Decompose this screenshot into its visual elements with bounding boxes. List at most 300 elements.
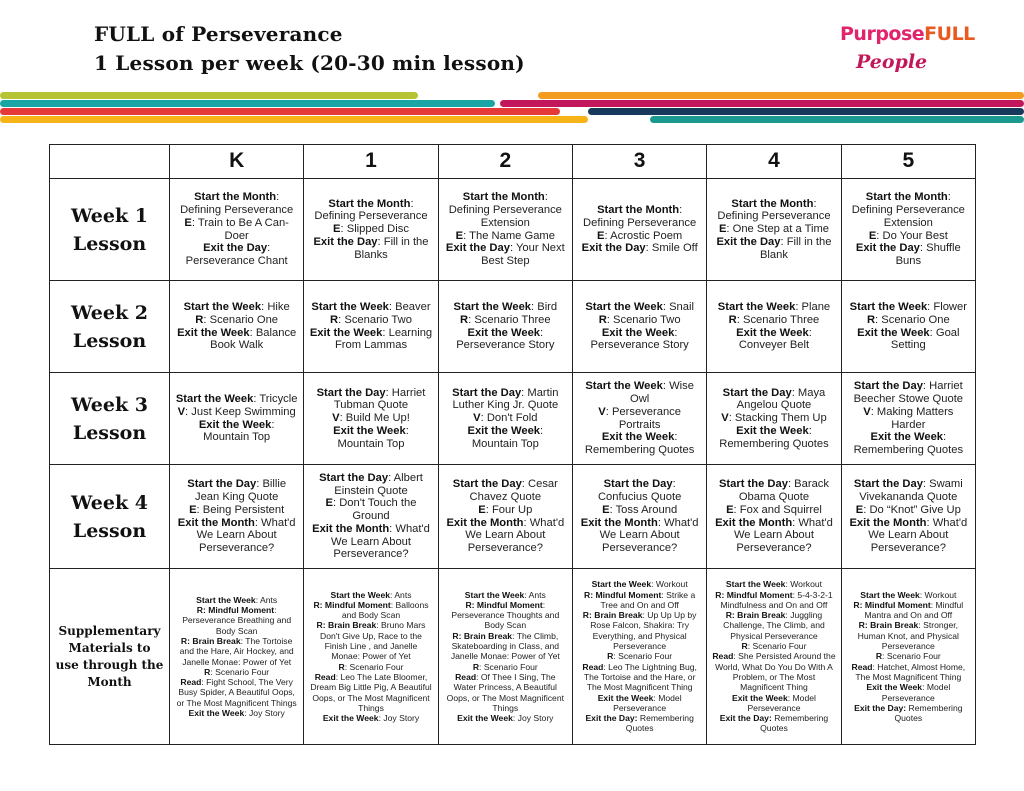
lesson-cell — [841, 465, 975, 569]
cell-line-text: Perseverance Chant — [185, 255, 288, 268]
cell-line-text: Remembering Quotes — [719, 437, 829, 450]
cell-line-text: : — [540, 326, 544, 339]
cell-line — [712, 590, 835, 611]
cell-line-label: Exit the Week — [866, 682, 923, 693]
cell-line-label: Read — [314, 671, 336, 682]
svg-text:People: People — [856, 51, 928, 73]
cell-line-text: : Barack Obama Quote — [738, 478, 829, 503]
lesson-cell — [707, 373, 841, 465]
cell-line-label: Start the Week — [849, 300, 928, 313]
cell-line-text: : Harriet Tubman Quote — [333, 386, 426, 412]
cell-line-label: R: Brain Break — [316, 620, 377, 631]
cell-line-text: : — [679, 203, 683, 216]
grade-header-2: 2 — [438, 145, 572, 179]
cell-line-text: : Mindful Mantra and On and Off — [864, 599, 964, 621]
cell-line-text: : Smile Off — [645, 242, 698, 255]
cell-line-text: Remembering Quotes — [853, 444, 964, 457]
cell-line-label: R: Mindful Moment — [196, 605, 275, 616]
cell-line — [847, 703, 970, 724]
cell-line-text: : — [943, 431, 947, 444]
cell-line-text: : Making Matters Harder — [870, 405, 954, 431]
cell-line — [444, 387, 567, 413]
cell-line-text: : Maya Angelou Quote — [736, 386, 826, 412]
lesson-cell — [707, 281, 841, 373]
cell-line-label: Read — [712, 651, 734, 662]
cell-line-text: : Fox and Squirrel — [733, 503, 822, 516]
cell-line-label: V — [332, 412, 340, 425]
cell-line — [712, 693, 835, 714]
cell-line — [847, 301, 970, 314]
lesson-cell — [438, 281, 572, 373]
cell-line — [847, 242, 970, 268]
cell-line-label: Start the Week — [311, 300, 389, 313]
cell-line-text: Perseverance Story — [456, 339, 555, 352]
lesson-cell — [170, 281, 304, 373]
cell-line — [309, 713, 432, 723]
cell-line-label: Exit the Week — [736, 326, 809, 339]
cell-line-label: Read — [180, 677, 202, 688]
cell-line-text: : The Tortoise and the Hare, Air Hockey, and Janelle Monae: Power of Yet — [179, 635, 294, 667]
cell-line-label: Start the Week — [453, 300, 532, 313]
lesson-cell — [707, 465, 841, 569]
week-label — [50, 179, 170, 281]
cell-line — [444, 517, 567, 555]
lesson-cell — [841, 281, 975, 373]
cell-line-text: : Scenario Four — [882, 651, 941, 662]
cell-line-label: Exit the Day — [581, 242, 646, 255]
decorative-stripes — [0, 88, 1024, 130]
cell-line-text: : — [276, 191, 280, 204]
cell-line-label: Start the Day — [718, 478, 788, 491]
cell-line-label: E — [325, 497, 334, 510]
cell-line — [175, 595, 298, 605]
cell-line-label: Exit the Week — [457, 713, 513, 724]
cell-line — [444, 478, 567, 504]
cell-line — [712, 198, 835, 211]
cell-line-text: Perseverance Breathing and Body Scan — [182, 615, 292, 636]
supplementary-cell — [707, 569, 841, 745]
cell-line — [847, 478, 970, 504]
cell-line — [175, 615, 298, 636]
cell-line-text: : Fight School, The Very Busy Spider, A Beautiful Oops, or The Most Magnificent Things — [176, 677, 297, 708]
cell-line-label: R: Brain Break — [180, 635, 241, 646]
grade-header-1: 1 — [304, 145, 438, 179]
cell-line-label: R: Mindful Moment — [853, 599, 931, 610]
cell-line — [847, 406, 970, 432]
cell-line-label: Exit the Week — [322, 713, 379, 724]
cell-line — [712, 314, 835, 327]
cell-line — [309, 198, 432, 211]
cell-line-label: R: Mindful Moment — [715, 589, 793, 600]
cell-line — [444, 230, 567, 243]
cell-line — [712, 517, 835, 555]
cell-line-text: Remembering Quotes — [894, 702, 963, 724]
cell-line-text: : Swami Vivekananda Quote — [859, 478, 963, 503]
cell-line — [309, 620, 432, 661]
cell-line — [175, 504, 298, 517]
cell-line-label: E — [726, 503, 734, 516]
cell-line-text: : Perseverance Portraits — [605, 405, 681, 431]
cell-line — [444, 191, 567, 204]
lesson-cell — [438, 373, 572, 465]
lesson-cell — [170, 179, 304, 281]
cell-line-label: Exit the Week — [732, 692, 788, 703]
cell-line — [578, 301, 701, 314]
cell-line-label: R: Mindful Moment — [465, 599, 543, 610]
cell-line-text: : Learning From Lammas — [334, 326, 433, 352]
week-row — [50, 179, 976, 281]
cell-line-text: : Balloons and Body Scan — [341, 599, 429, 621]
cell-line-label: Start the Week — [585, 300, 663, 313]
cell-line-text: : Flower — [927, 300, 967, 313]
cell-line-text: : Joy Story — [244, 707, 285, 718]
cell-line-text: : Toss Around — [609, 503, 678, 516]
cell-line-text: : Scenario Four — [613, 651, 673, 662]
cell-line-text: Remembering Quotes — [760, 713, 829, 734]
cell-line-text: : Wise Owl — [630, 380, 694, 405]
grade-header-5: 5 — [841, 145, 975, 179]
cell-line-text: : — [674, 326, 678, 339]
cell-line-label: Start the Day — [316, 386, 386, 399]
cell-line-text: : Model Perseverance — [747, 692, 816, 713]
cell-line-text: : Plane — [795, 300, 831, 313]
cell-line-text: : Scenario Four — [344, 661, 404, 672]
grade-header-k: K — [170, 145, 304, 179]
cell-line-text: : Joy Story — [512, 713, 554, 724]
cell-line-label: R: Brain Break — [452, 630, 513, 641]
cell-line-text: : Mountain Top — [203, 418, 275, 444]
cell-line-label: R: Brain Break — [582, 610, 643, 621]
cell-line-label: Start the Month — [731, 197, 814, 210]
cell-line-text: : Shuffle Buns — [895, 242, 961, 268]
cell-line-text: : Leo The Late Bloomer, Dream Big Little Pig, A Beautiful Oops, or The Most Magnificent Things — [310, 671, 432, 713]
cell-line — [712, 425, 835, 438]
cell-line-text: : Scenario Two — [606, 313, 681, 326]
cell-line — [578, 406, 701, 432]
cell-line — [712, 651, 835, 692]
cell-line-label: Start the Day — [452, 478, 522, 491]
cell-line-text: : What'd We Learn About Perseverance? — [196, 516, 296, 555]
cell-line — [175, 327, 298, 353]
cell-line — [578, 314, 701, 327]
cell-line — [578, 590, 701, 611]
cell-line-label: Exit the Day: — [585, 713, 638, 724]
cell-line-text: : What'd We Learn About Perseverance? — [599, 516, 699, 555]
cell-line — [175, 478, 298, 504]
cell-line — [444, 242, 567, 268]
cell-line-label: Start the Week — [330, 589, 391, 600]
cell-line — [578, 444, 701, 457]
cell-line — [309, 223, 432, 236]
cell-line — [444, 301, 567, 314]
lesson-cell — [438, 465, 572, 569]
cell-line-label: R — [875, 651, 883, 662]
cell-line — [847, 600, 970, 621]
cell-line-text: : Being Persistent — [196, 503, 285, 516]
lesson-cell — [304, 465, 438, 569]
cell-line-text: : Mountain Top — [337, 424, 409, 450]
cell-line — [444, 314, 567, 327]
cell-line — [712, 387, 835, 413]
cell-line-text: : Do “Knot” Give Up — [863, 503, 961, 516]
cell-line-text: : Goal Setting — [890, 326, 960, 352]
cell-line-text: : Your Next Best Step — [481, 242, 565, 268]
cell-line-text: : — [542, 599, 546, 610]
cell-line-label: Start the Week — [585, 380, 663, 393]
cell-line-label: Start the Week — [196, 594, 256, 605]
cell-line — [578, 230, 701, 243]
cell-line-label: R — [607, 651, 614, 662]
cell-line-text: : Fill in the Blanks — [354, 235, 429, 261]
cell-line-text: : Don't Touch the Ground — [333, 497, 417, 523]
cell-line-text: Perseverance Story — [590, 339, 689, 352]
cell-line-label: Exit the Week — [736, 424, 809, 437]
cell-line-label: Start the Day — [319, 471, 389, 484]
cell-line — [309, 236, 432, 262]
week-label — [50, 373, 170, 465]
corner-cell — [50, 145, 170, 179]
week-label-line: Week 2 — [71, 301, 148, 324]
cell-line-text: : Juggling Challenge, The Climb, and Physical Perseverance — [723, 610, 825, 641]
cell-line-text: Defining Perseverance — [583, 216, 697, 229]
cell-line-text: : Just Keep Swimming — [185, 405, 296, 418]
cell-line — [444, 590, 567, 600]
cell-line-label: Start the Month — [597, 203, 680, 216]
cell-line — [578, 478, 701, 491]
cell-line-text: : — [267, 242, 271, 255]
cell-line-text: : Model Perseverance — [881, 682, 951, 703]
cell-line-label: Exit the Month — [446, 516, 524, 529]
cell-line-label: Exit the Week — [870, 431, 944, 444]
grade-header-row — [50, 145, 976, 179]
cell-line-text: Defining Perseverance — [314, 210, 428, 223]
cell-line-text: : Up Up Up by Rose Falcon, Shakira: Try Everything, and Physical Perseverance — [590, 610, 697, 652]
week-label-line: Week 4 — [71, 491, 148, 514]
cell-line-label: Exit the Day — [313, 235, 378, 248]
week-label-line: Lesson — [72, 232, 147, 255]
cell-line-text: Confucius Quote — [597, 490, 682, 503]
cell-line-text: : What'd We Learn About Perseverance? — [330, 522, 430, 561]
cell-line — [578, 204, 701, 217]
cell-line-label: R — [598, 313, 607, 326]
cell-line-text: : Workout — [651, 579, 688, 590]
cell-line-label: Start the Month — [865, 191, 948, 204]
cell-line-label: Exit the Week — [857, 326, 930, 339]
grade-header-4: 4 — [707, 145, 841, 179]
cell-line-label: R — [741, 641, 748, 652]
cell-line — [175, 517, 298, 555]
lesson-cell — [572, 373, 706, 465]
cell-line-label: R — [338, 661, 345, 672]
lesson-cell — [841, 373, 975, 465]
cell-line-text: : Build Me Up! — [339, 412, 410, 425]
cell-line-label: Start the Week — [860, 589, 920, 600]
cell-line-text: Defining Perseverance — [180, 203, 294, 216]
cell-line-text: : Balance Book Walk — [210, 326, 297, 352]
cell-line-text: : The Climb, Skateboarding in Class, and Janelle Monae: Power of Yet — [450, 630, 560, 662]
lesson-cell — [572, 179, 706, 281]
week-label-line: Lesson — [72, 421, 147, 444]
cell-line-text: : — [813, 197, 817, 210]
cell-line-text: : Scenario Four — [210, 666, 270, 677]
cell-line-label: Read — [455, 671, 477, 682]
cell-line-label: E — [718, 223, 727, 236]
cell-line — [175, 419, 298, 445]
cell-line-text: : — [672, 478, 676, 491]
cell-line-text: : Scenario One — [875, 313, 950, 326]
cell-line-text: : Bruno Mars Don't Give Up, Race to the Finish Line , and Janelle Monae: Power of Yet — [320, 620, 426, 662]
cell-line-text: : What'd We Learn About Perseverance? — [733, 516, 833, 555]
cell-line-label: Exit the Month — [580, 516, 658, 529]
cell-line-text: : Cesar Chavez Quote — [469, 478, 558, 503]
cell-line-text: : Scenario Three — [736, 313, 820, 326]
supplementary-row — [50, 569, 976, 745]
cell-line-text: : Hike — [261, 300, 290, 313]
title-line-1: FULL of Perseverance — [94, 22, 343, 46]
supplementary-cell — [170, 569, 304, 745]
lesson-cell — [572, 465, 706, 569]
cell-line-label: E — [455, 229, 464, 242]
cell-line-label: Exit the Week — [467, 326, 541, 339]
cell-line-text: Defining Perseverance — [717, 210, 831, 223]
cell-line — [578, 217, 701, 230]
cell-line-label: V — [721, 412, 729, 425]
cell-line-label: Start the Week — [464, 589, 525, 600]
lesson-cell — [304, 281, 438, 373]
cell-line — [578, 431, 701, 444]
cell-line-text: : Ants — [255, 594, 278, 605]
cell-line-text: : Bird — [531, 300, 558, 313]
cell-line-text: : — [947, 191, 951, 204]
cell-line — [309, 600, 432, 621]
cell-line — [578, 610, 701, 651]
cell-line-label: Read — [582, 661, 604, 672]
cell-line — [175, 204, 298, 217]
cell-line-label: Exit the Week — [601, 431, 675, 444]
cell-line-text: : Fill in the Blank — [759, 235, 832, 261]
cell-line-text: : Scenario Two — [338, 313, 412, 326]
cell-line — [578, 693, 701, 714]
cell-line-label: Start the Day — [722, 386, 792, 399]
cell-line-text: : — [544, 191, 548, 204]
cell-line-text: : Ants — [390, 589, 412, 600]
cell-line — [309, 301, 432, 314]
cell-line — [712, 478, 835, 504]
week-label — [50, 281, 170, 373]
title-line-2: 1 Lesson per week (20-30 min lesson) — [94, 51, 525, 75]
grade-header-3: 3 — [572, 145, 706, 179]
cell-line-label: Exit the Month — [849, 516, 927, 529]
cell-line — [712, 641, 835, 651]
cell-line — [444, 713, 567, 723]
cell-line — [175, 636, 298, 667]
lesson-schedule-table — [49, 144, 976, 745]
week-label-line: Lesson — [72, 329, 147, 352]
cell-line-text: Remembering Quotes — [584, 444, 695, 457]
lesson-cell — [304, 373, 438, 465]
cell-line-text: : Workout — [785, 579, 823, 590]
lesson-cell — [170, 465, 304, 569]
svg-text:PurposeFULL: PurposeFULL — [840, 23, 975, 45]
cell-line — [175, 217, 298, 243]
cell-line-text: : Harriet Beecher Stowe Quote — [853, 380, 964, 405]
cell-line-label: Exit the Week — [188, 707, 245, 718]
cell-line — [847, 682, 970, 703]
cell-line-label: Exit the Day — [716, 235, 781, 248]
cell-line-label: Exit the Month — [715, 516, 793, 529]
cell-line-label: V — [863, 405, 871, 418]
cell-line — [444, 662, 567, 672]
cell-line — [309, 523, 432, 561]
cell-line — [309, 327, 432, 353]
week-label-line: Week 1 — [71, 204, 148, 227]
cell-line — [847, 204, 970, 230]
week-label-line: Week 3 — [71, 393, 148, 416]
cell-line — [847, 590, 970, 600]
cell-line — [712, 327, 835, 353]
cell-line-text: : She Persisted Around the World, What Do You Do With A Problem, or The Most Magnificent Thing — [715, 651, 836, 693]
cell-line — [444, 672, 567, 713]
lesson-cell — [707, 179, 841, 281]
cell-line-label: R — [728, 313, 737, 326]
supplementary-cell — [572, 569, 706, 745]
cell-line-text: : Beaver — [388, 300, 431, 313]
cell-line-label: Start the Day — [452, 386, 522, 399]
cell-line-label: Exit the Week — [198, 418, 272, 431]
cell-line — [847, 191, 970, 204]
cell-line-text: : Slipped Disc — [340, 223, 409, 236]
cell-line-text: : Of Thee I Sing, The Water Princess, A Beautiful Oops, or The Most Magnificent Things — [446, 671, 564, 713]
lesson-cell — [438, 179, 572, 281]
cell-line — [578, 491, 701, 504]
cell-line-text: : Martin Luther King Jr. Quote — [452, 386, 559, 412]
cell-line — [847, 662, 970, 683]
cell-line — [578, 339, 701, 352]
cell-line — [847, 230, 970, 243]
cell-line-label: V — [473, 412, 481, 425]
cell-line — [847, 444, 970, 457]
cell-line-text: Perseverance Thoughts and Body Scan — [451, 610, 560, 631]
week-label-line: Lesson — [72, 519, 147, 542]
cell-line — [847, 380, 970, 406]
cell-line — [175, 301, 298, 314]
cell-line — [444, 327, 567, 340]
cell-line-label: E — [189, 503, 197, 516]
cell-line — [444, 339, 567, 352]
week-label — [50, 465, 170, 569]
cell-line-label: Exit the Day — [855, 242, 920, 255]
cell-line-label: E — [868, 229, 877, 242]
week-row — [50, 373, 976, 465]
cell-line-label: E — [478, 503, 486, 516]
cell-line-label: E — [855, 503, 864, 516]
cell-line-label: Exit the Week — [467, 424, 541, 437]
cell-line — [847, 431, 970, 444]
week-row — [50, 465, 976, 569]
cell-line-text: : Joy Story — [378, 713, 420, 724]
cell-line-text: : What'd We Learn About Perseverance? — [868, 516, 968, 555]
page-title — [94, 20, 525, 78]
cell-line-label: Start the Week — [591, 579, 652, 590]
cell-line-label: R — [330, 313, 339, 326]
cell-line-label: Exit the Month — [177, 516, 255, 529]
cell-line-label: E — [184, 216, 192, 229]
supplementary-label: Supplementary Materials to use through the Month — [50, 569, 170, 745]
cell-line-text: : Scenario Four — [747, 641, 807, 652]
cell-line-label: R — [195, 313, 204, 326]
cell-line-text: : Snail — [662, 300, 694, 313]
cell-line — [578, 651, 701, 661]
